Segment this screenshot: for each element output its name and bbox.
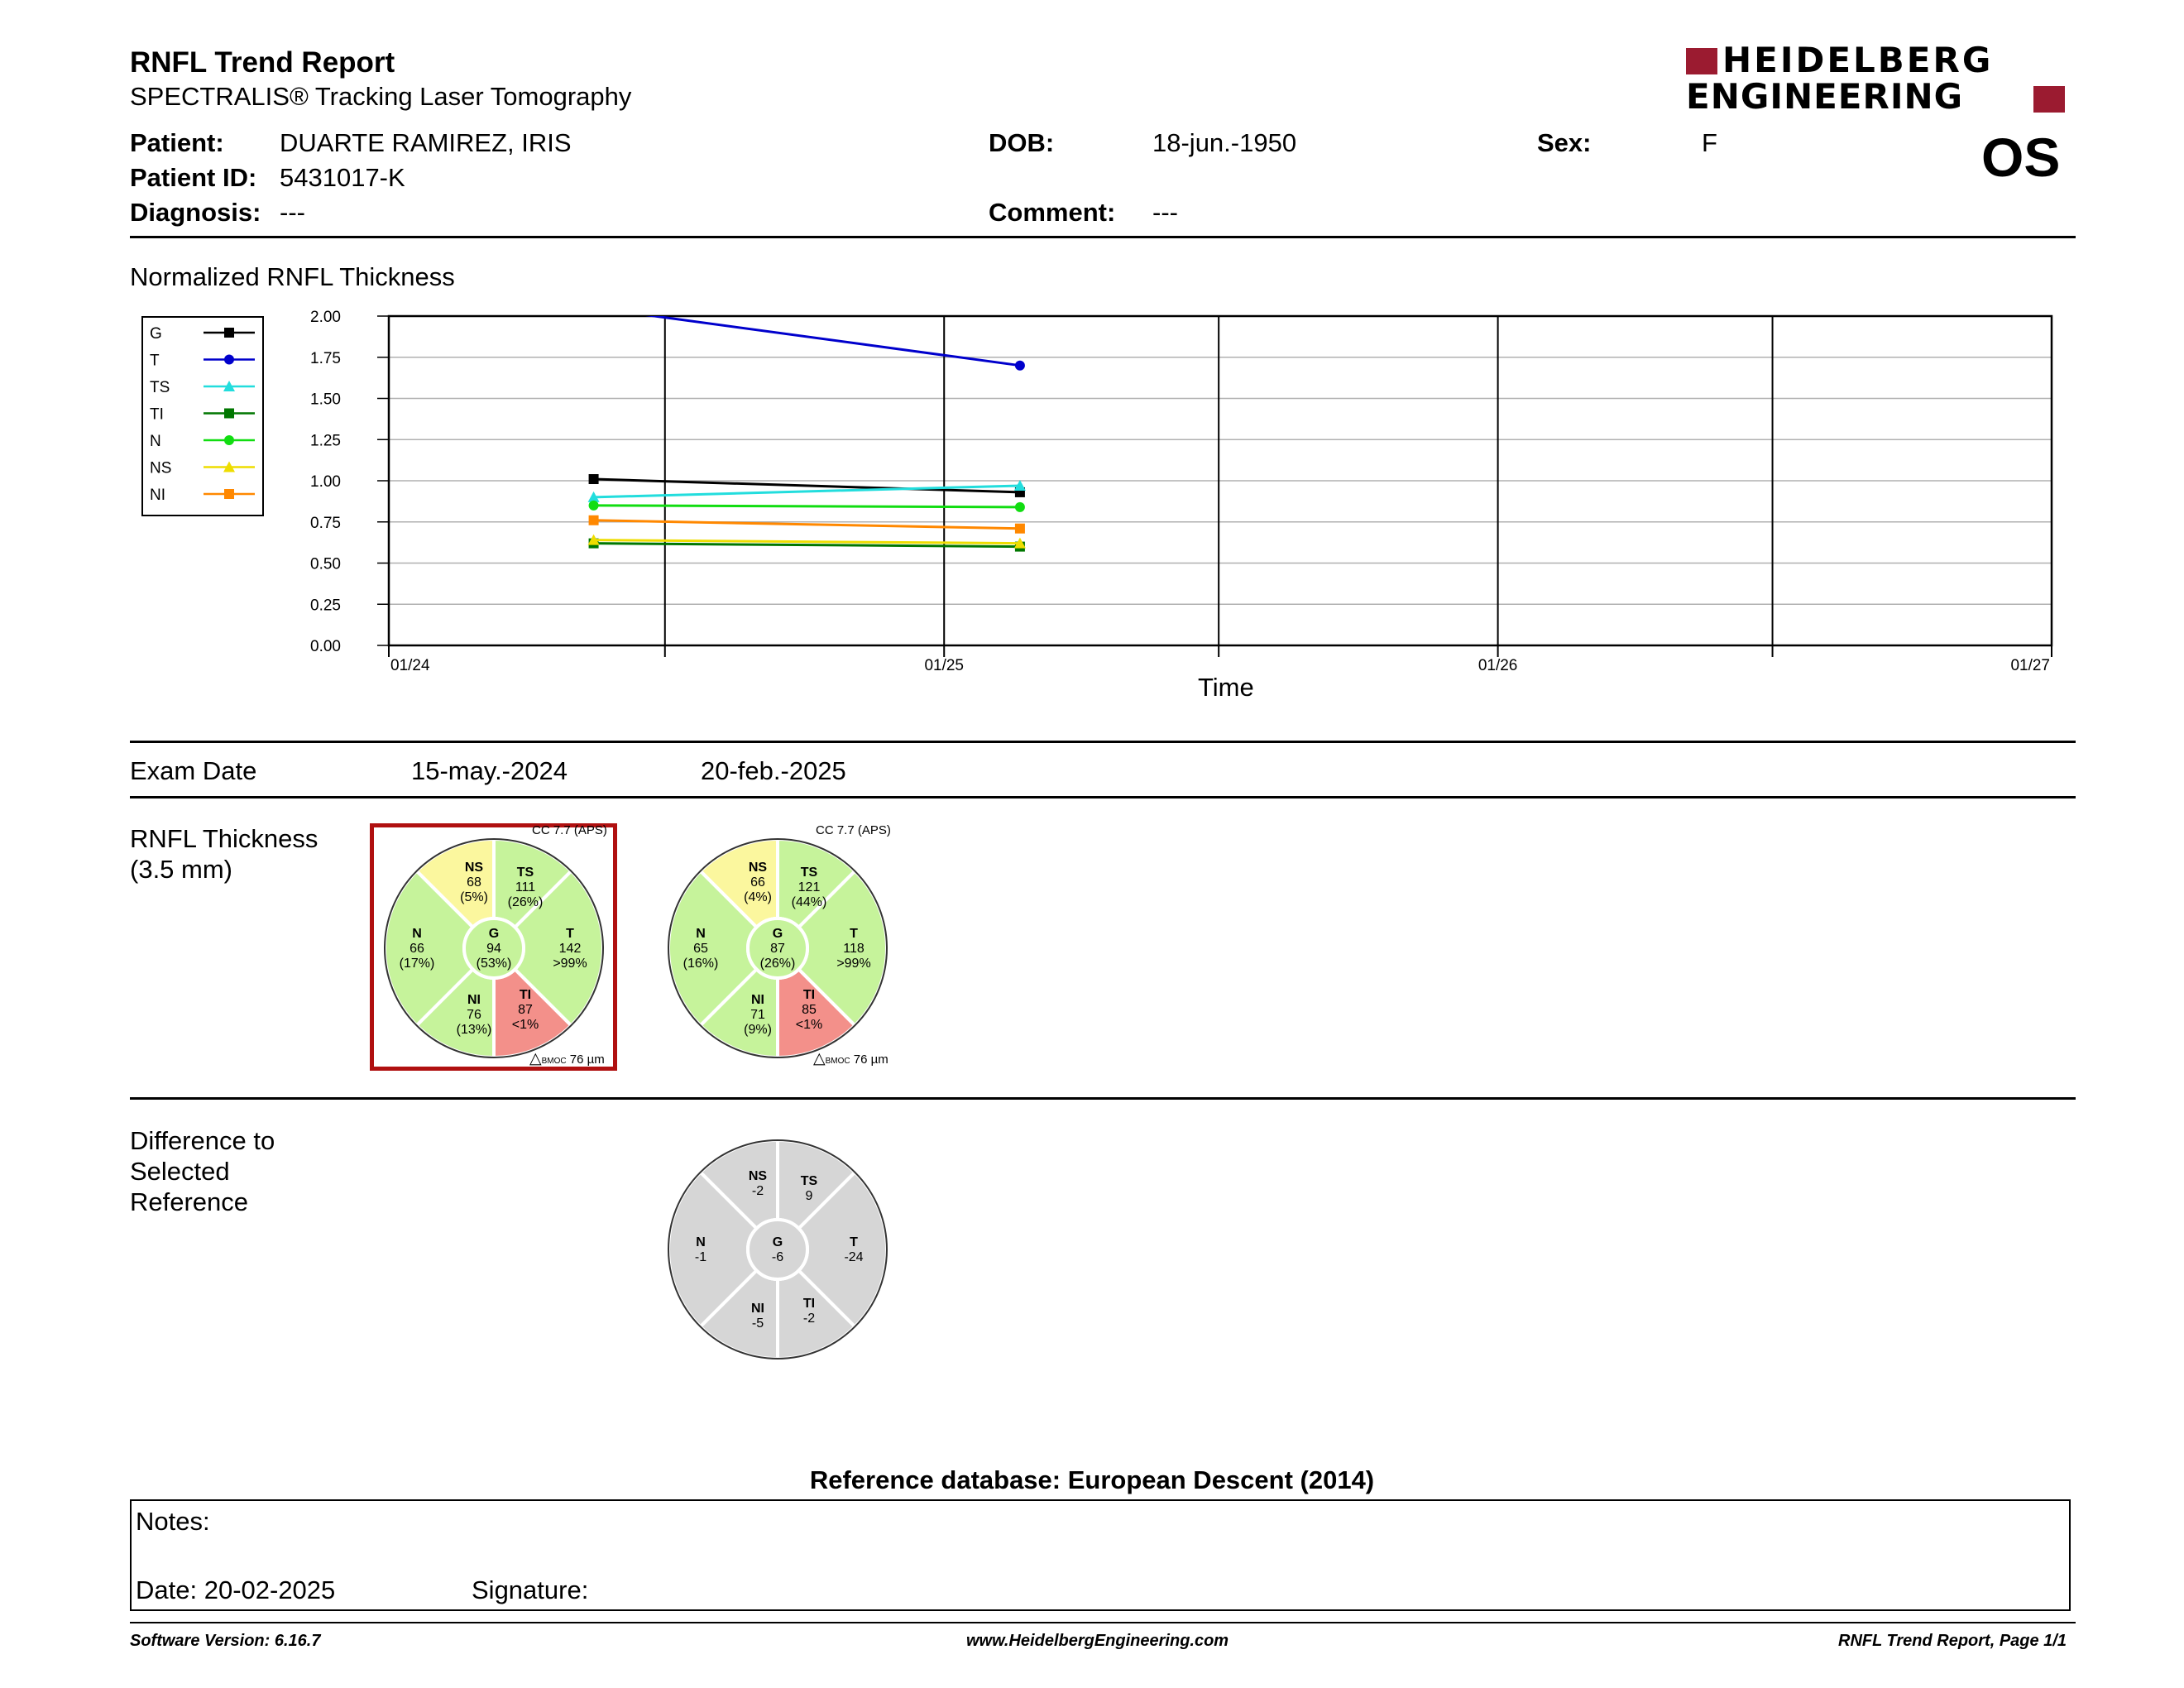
sector-label: TS — [800, 1174, 818, 1188]
report-title: RNFL Trend Report — [130, 46, 395, 79]
sector-label: NI — [751, 993, 764, 1007]
sector-value: 111 — [515, 880, 536, 894]
y-tick-label: 1.75 — [310, 349, 341, 367]
sector-value: 121 — [797, 880, 821, 894]
sector-value: -24 — [844, 1250, 864, 1264]
sector-label: N — [696, 1235, 706, 1249]
y-tick-label: 0.75 — [310, 514, 341, 532]
sector-value: 71 — [750, 1008, 765, 1022]
patient-id-label: Patient ID: — [130, 163, 257, 192]
patient-name: DUARTE RAMIREZ, IRIS — [280, 128, 572, 157]
sector-percentile: (17%) — [399, 957, 435, 971]
reference-database: Reference database: European Descent (2014) — [809, 1465, 1375, 1494]
sector-label: NS — [464, 861, 484, 875]
y-tick-label: 1.00 — [310, 473, 341, 491]
logo-line2: ENGINEERING — [1686, 76, 1964, 117]
page-number: RNFL Trend Report, Page 1/1 — [1838, 1632, 2067, 1650]
sector-label: NS — [748, 861, 768, 875]
rnfl-circle-exam-2[interactable] — [668, 839, 887, 1057]
sector-label: TI — [802, 988, 816, 1002]
sector-percentile: (53%) — [476, 957, 512, 971]
website-link[interactable]: www.HeidelbergEngineering.com — [966, 1632, 1229, 1650]
patient-id: 5431017-K — [280, 163, 405, 192]
sector-percentile: >99% — [553, 957, 587, 971]
sector-label: G — [488, 927, 500, 941]
y-tick-label: 1.50 — [310, 391, 341, 409]
legend-label: NI — [150, 487, 165, 504]
sector-value: -5 — [751, 1316, 764, 1331]
legend-label: T — [150, 352, 160, 370]
bmoc-label-1 — [529, 1049, 605, 1068]
rnfl-thickness-diameter: (3.5 mm) — [130, 855, 232, 884]
bmoc-text: BMOC — [825, 1057, 850, 1066]
sector-percentile: (26%) — [507, 895, 544, 909]
notes-date: Date: 20-02-2025 — [136, 1575, 336, 1604]
sector-percentile: (9%) — [744, 1023, 772, 1037]
diagnosis-value: --- — [280, 198, 305, 227]
x-tick-label: 01/24 — [390, 657, 430, 674]
exam-date-1: 15-may.-2024 — [411, 756, 568, 785]
legend-label: G — [150, 325, 162, 343]
signature-label: Signature: — [472, 1575, 589, 1604]
sector-label: G — [772, 927, 783, 941]
rnfl-circle-exam-1[interactable] — [385, 839, 603, 1057]
sector-percentile: (16%) — [682, 957, 719, 971]
sector-percentile: (44%) — [791, 895, 827, 909]
notes-box — [130, 1499, 2071, 1611]
y-tick-label: 0.50 — [310, 555, 341, 573]
legend-label: N — [150, 433, 161, 450]
sector-label: NI — [467, 993, 481, 1007]
notes-label: Notes: — [136, 1507, 210, 1536]
divider — [130, 1622, 2076, 1623]
sector-label: NS — [748, 1169, 768, 1183]
sector-value: 76 — [467, 1008, 481, 1022]
x-tick-label: 01/27 — [2010, 657, 2050, 674]
sector-value: -1 — [694, 1250, 707, 1264]
sector-percentile: (5%) — [460, 890, 488, 904]
difference-circle — [668, 1140, 887, 1359]
sector-value: -2 — [802, 1312, 816, 1326]
patient-label: Patient: — [130, 128, 224, 157]
sector-value: 118 — [843, 942, 864, 956]
y-tick-label: 2.00 — [310, 309, 341, 326]
sector-label: N — [412, 927, 422, 941]
sex-label: Sex: — [1537, 128, 1592, 157]
y-tick-label: 1.25 — [310, 432, 341, 450]
sex-value: F — [1702, 128, 1717, 157]
sector-label: TI — [802, 1297, 816, 1311]
dob-value: 18-jun.-1950 — [1152, 128, 1297, 157]
sector-percentile: >99% — [836, 957, 871, 971]
bmoc-value: 76 µm — [853, 1053, 888, 1067]
bmoc-label-2 — [813, 1049, 888, 1068]
sector-label: TS — [800, 866, 818, 880]
y-tick-label: 0.25 — [310, 597, 341, 615]
sector-label: T — [850, 927, 858, 941]
sector-value: 66 — [410, 942, 424, 956]
sector-value: 87 — [518, 1003, 533, 1017]
trend-title: Normalized RNFL Thickness — [130, 262, 455, 291]
sector-value: -6 — [771, 1250, 784, 1264]
sector-label: NI — [751, 1302, 764, 1316]
comment-value: --- — [1152, 198, 1178, 227]
cc-label-1: CC 7.7 (APS) — [532, 823, 607, 837]
x-axis-label: Time — [1198, 673, 1254, 702]
rnfl-thickness-label: RNFL Thickness — [130, 824, 318, 853]
sector-percentile: (26%) — [759, 957, 796, 971]
sector-value: 9 — [805, 1189, 813, 1203]
sector-label: T — [566, 927, 574, 941]
sector-value: 68 — [467, 875, 481, 890]
sector-value: 85 — [802, 1003, 817, 1017]
divider — [130, 1097, 2076, 1100]
diagnosis-label: Diagnosis: — [130, 198, 261, 227]
sector-percentile: (4%) — [744, 890, 772, 904]
sector-label: T — [850, 1235, 858, 1249]
eye-indicator: OS — [1981, 127, 2061, 188]
x-tick-label: 01/25 — [924, 657, 964, 674]
sector-percentile: <1% — [511, 1018, 539, 1032]
delta-icon: △ — [529, 1050, 542, 1067]
software-version: Software Version: 6.16.7 — [130, 1632, 321, 1650]
legend-label: TS — [150, 379, 170, 396]
exam-date-label: Exam Date — [130, 756, 257, 785]
sector-label: N — [696, 927, 706, 941]
delta-icon: △ — [813, 1050, 826, 1067]
sector-label: G — [772, 1235, 783, 1249]
difference-label-1: Difference to — [130, 1126, 275, 1155]
bmoc-value: 76 µm — [569, 1053, 605, 1067]
sector-value: -2 — [751, 1184, 764, 1198]
sector-label: TS — [516, 866, 534, 880]
logo-line1: HEIDELBERG — [1722, 40, 1994, 80]
y-tick-label: 0.00 — [310, 638, 341, 655]
sector-value: 142 — [558, 942, 582, 956]
sector-value: 65 — [693, 942, 708, 956]
x-tick-label: 01/26 — [1478, 657, 1518, 674]
difference-label-3: Reference — [130, 1187, 249, 1216]
sector-percentile: (13%) — [456, 1023, 492, 1037]
sector-percentile: <1% — [795, 1018, 823, 1032]
legend-label: NS — [150, 459, 172, 477]
dob-label: DOB: — [989, 128, 1055, 157]
bmoc-text: BMOC — [541, 1057, 567, 1066]
report-subtitle: SPECTRALIS® Tracking Laser Tomography — [130, 82, 632, 111]
sector-value: 87 — [770, 942, 785, 956]
cc-label-2: CC 7.7 (APS) — [816, 823, 891, 837]
comment-label: Comment: — [989, 198, 1116, 227]
exam-date-2: 20-feb.-2025 — [701, 756, 846, 785]
sector-g — [748, 1220, 807, 1279]
sector-value: 66 — [750, 875, 765, 890]
difference-label-2: Selected — [130, 1157, 230, 1186]
sector-label: TI — [519, 988, 532, 1002]
legend-label: TI — [150, 405, 164, 424]
sector-value: 94 — [486, 942, 501, 956]
